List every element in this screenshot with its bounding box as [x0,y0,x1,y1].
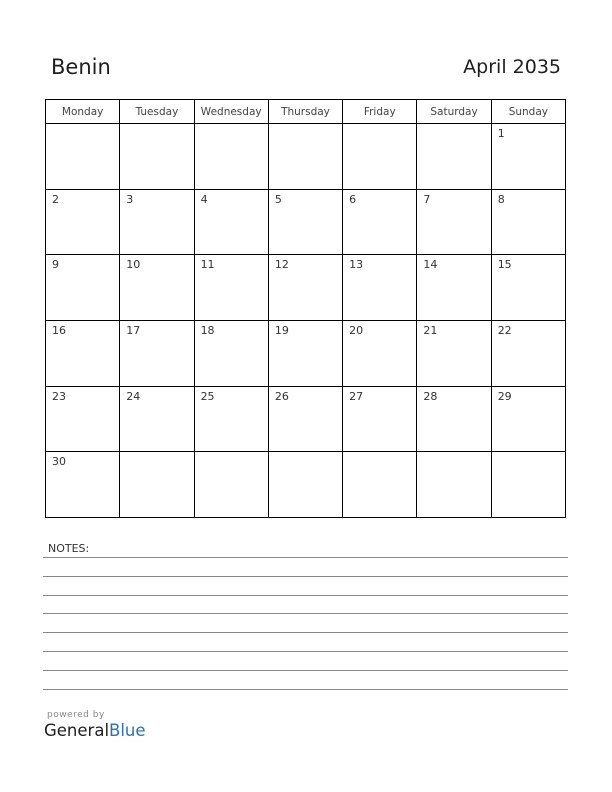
day-number: 18 [200,324,215,338]
weekday-monday: Monday [46,100,120,124]
day-cell[interactable] [491,321,565,387]
day-cell[interactable] [491,386,565,452]
day-number: 2 [52,192,59,206]
day-number: 20 [349,324,364,338]
day-cell[interactable] [194,452,268,518]
powered-by-text: powered by [47,710,105,720]
day-cell[interactable] [120,255,194,321]
day-cell[interactable] [268,255,342,321]
day-number: 17 [126,324,141,338]
day-number [120,452,193,455]
day-cell[interactable] [343,386,417,452]
day-cell[interactable] [194,124,268,190]
day-number: 1 [497,127,505,140]
day-cell[interactable] [343,321,417,387]
day-cell[interactable] [343,124,417,190]
weekday-saturday: Saturday [417,100,491,124]
day-cell[interactable] [46,386,120,452]
day-number [417,452,490,455]
day-cell[interactable] [491,255,565,321]
day-number: 12 [274,258,289,272]
day-number: 28 [423,389,438,403]
day-number: 5 [274,192,282,206]
day-number: 21 [423,324,438,338]
day-cell[interactable] [268,386,342,452]
day-cell[interactable] [120,321,194,387]
country-title: Benin [51,55,111,79]
day-cell[interactable] [120,189,194,255]
day-number [343,452,416,455]
calendar-grid [45,99,566,518]
week-row [46,321,566,387]
weekday-header-row [46,100,566,124]
day-number: 22 [497,324,512,338]
day-number: 30 [52,455,66,469]
day-number: 4 [200,192,208,206]
day-cell[interactable] [194,321,268,387]
day-number: 13 [349,258,364,272]
weekday-friday: Friday [343,100,417,124]
day-cell[interactable] [417,452,491,518]
day-cell[interactable] [417,124,491,190]
day-number [417,124,490,127]
day-cell[interactable] [491,189,565,255]
day-cell[interactable] [268,321,342,387]
notes-line [43,595,568,596]
weekday-wednesday: Wednesday [194,100,268,124]
day-number [269,124,342,127]
day-cell[interactable] [343,452,417,518]
week-row [46,386,566,452]
notes-line [43,632,568,633]
notes-line [43,651,568,652]
generalblue-logo [44,721,146,740]
week-row [46,124,566,190]
day-number: 10 [126,258,141,272]
brand-general: General [44,721,110,740]
day-cell[interactable] [46,321,120,387]
notes-line [43,576,568,577]
weekday-thursday: Thursday [268,100,342,124]
week-row [46,189,566,255]
notes-line [43,557,568,558]
month-year-title: April 2035 [463,56,561,78]
day-cell[interactable] [46,452,120,518]
weekday-tuesday: Tuesday [120,100,194,124]
day-cell[interactable] [268,124,342,190]
day-number: 7 [423,192,431,206]
week-row [46,452,566,518]
day-cell[interactable] [194,189,268,255]
day-number: 25 [200,389,215,403]
day-number: 27 [349,389,364,403]
day-number [195,452,268,455]
day-number: 3 [126,192,134,206]
notes-label: NOTES: [48,542,90,555]
day-cell[interactable] [417,321,491,387]
day-number: 11 [200,258,215,272]
notes-line [43,689,568,690]
day-cell[interactable] [491,452,565,518]
day-number: 23 [52,389,66,403]
day-number: 19 [274,324,289,338]
day-cell[interactable] [268,452,342,518]
week-row [46,255,566,321]
day-number: 15 [497,258,512,272]
day-cell[interactable] [491,124,565,190]
day-number: 26 [274,389,289,403]
calendar-body [46,124,566,518]
day-number: 16 [52,324,66,338]
day-number: 6 [349,192,357,206]
day-number: 14 [423,258,438,272]
day-number: 8 [497,192,505,206]
day-cell[interactable] [343,189,417,255]
day-cell[interactable] [194,255,268,321]
weekday-sunday: Sunday [491,100,565,124]
day-cell[interactable] [46,124,120,190]
day-cell[interactable] [268,189,342,255]
day-number: 9 [52,258,59,272]
day-cell[interactable] [417,386,491,452]
brand-blue: Blue [109,721,146,740]
day-cell[interactable] [194,386,268,452]
day-number [343,124,416,127]
day-cell[interactable] [120,124,194,190]
day-cell[interactable] [46,255,120,321]
day-cell[interactable] [120,452,194,518]
day-number [120,124,193,127]
day-cell[interactable] [417,255,491,321]
day-number: 24 [126,389,141,403]
day-cell[interactable] [120,386,194,452]
notes-line [43,670,568,671]
notes-line [43,613,568,614]
day-number [46,124,119,127]
day-number [492,452,565,455]
day-number: 29 [497,389,512,403]
day-number [195,124,268,127]
day-cell[interactable] [343,255,417,321]
day-cell[interactable] [46,189,120,255]
day-cell[interactable] [417,189,491,255]
day-number [269,452,342,455]
